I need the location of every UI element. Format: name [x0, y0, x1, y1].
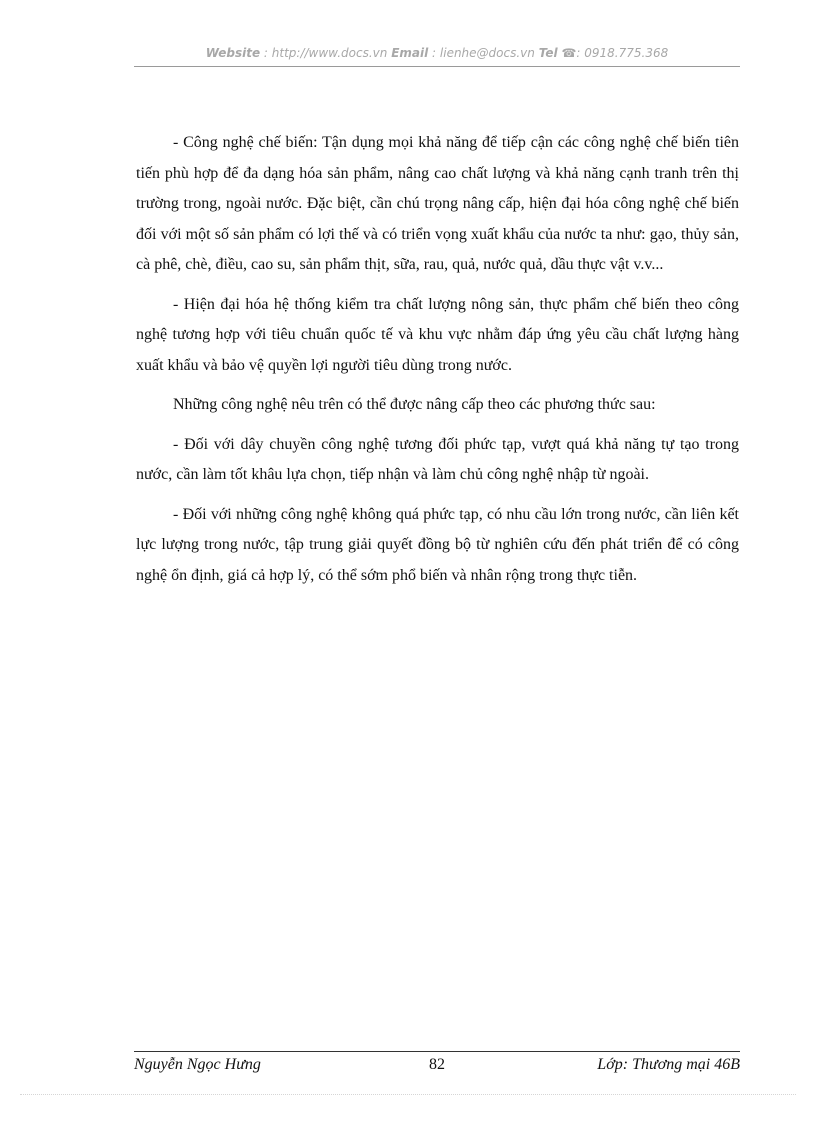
footer-class: Lớp: Thương mại 46B [597, 1056, 740, 1073]
paragraph: - Đối với dây chuyền công nghệ tương đối phức tạp, vượt quá khả năng tự tạo trong nước, cần làm tốt khâu lựa chọn, tiếp nhận và làm chủ công nghệ nhập từ ngoài. [136, 435, 739, 483]
tel-value: : 0918.775.368 [576, 46, 669, 60]
email-label: Email [391, 46, 429, 60]
footer-divider [134, 1051, 740, 1052]
body-text [136, 128, 739, 600]
phone-icon: ☎ [561, 46, 577, 60]
website-label: Website [205, 46, 261, 60]
paragraph: - Công nghệ chế biến: Tận dụng mọi khả năng để tiếp cận các công nghệ chế biến tiên tiến phù hợp để đa dạng hóa sản phẩm, nâng cao chất lượng và khả năng cạnh tranh trên thị trường trong, ngoài nước. Đặc biệt, cần chú trọng nâng cấp, hiện đại hóa công nghệ chế biến đối với một số sản phẩm có lợi thế và có triển vọng xuất khẩu của nước ta như: gạo, thủy sản, cà phê, chè, điều, cao su, sản phẩm thịt, sữa, rau, quả, nước quả, dầu thực vật v.v... [136, 134, 739, 273]
tel-label: Tel [538, 46, 558, 60]
page-header [134, 46, 740, 60]
footer-author: Nguyễn Ngọc Hưng [134, 1056, 261, 1073]
paragraph: - Đối với những công nghệ không quá phức tạp, có nhu cầu lớn trong nước, cần liên kết lực lượng trong nước, tập trung giải quyết đồng bộ từ nghiên cứu đến phát triển để có công nghệ ổn định, giá cả hợp lý, có thể sớm phổ biến và nhân rộng trong thực tiễn. [136, 505, 739, 584]
page-footer [134, 1056, 740, 1078]
page-edge-divider [20, 1094, 796, 1095]
page-number: 82 [429, 1056, 445, 1073]
header-divider [134, 66, 740, 67]
paragraph: Những công nghệ nêu trên có thể được nâng cấp theo các phương thức sau: [173, 396, 656, 413]
email-value: : lienhe@docs.vn [432, 46, 535, 60]
paragraph: - Hiện đại hóa hệ thống kiểm tra chất lượng nông sản, thực phẩm chế biến theo công nghệ tương hợp với tiêu chuẩn quốc tế và khu vực nhằm đáp ứng yêu cầu chất lượng hàng xuất khẩu và bảo vệ quyền lợi người tiêu dùng trong nước. [136, 295, 739, 374]
website-value: : http://www.docs.vn [263, 46, 388, 60]
